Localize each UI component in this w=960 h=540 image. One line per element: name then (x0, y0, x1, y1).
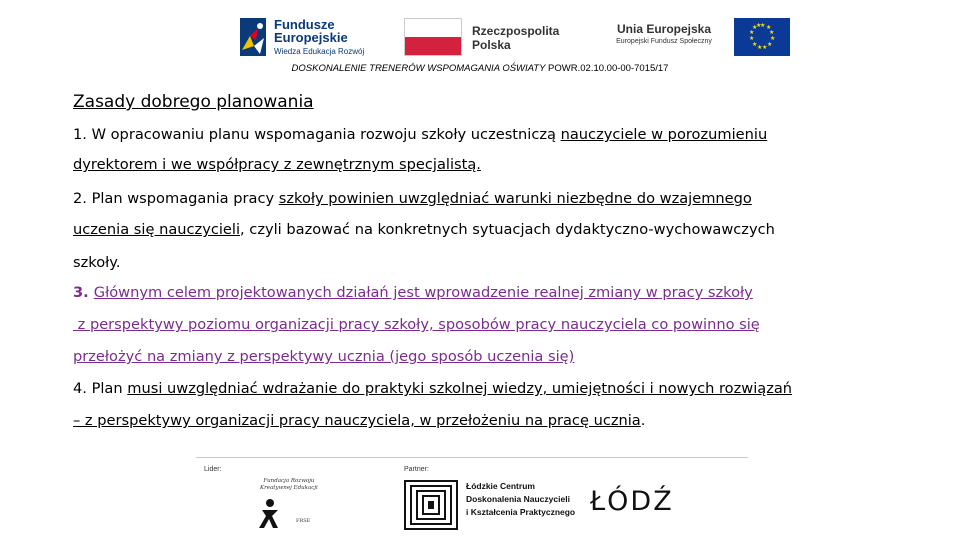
frse-line1: Fundacja Rozwoju (263, 478, 315, 484)
svg-text:★: ★ (770, 35, 776, 42)
p4b-text: musi uwzględniać wdrażanie do praktyki szkolnej wiedzy, umiejętności i nowych rozwiązań (127, 380, 793, 397)
point-3-line-1 (73, 284, 753, 302)
p4a-text: 4. Plan (73, 380, 128, 397)
lcdn-text (466, 480, 575, 519)
pl-line2: Polska (472, 38, 511, 52)
running-figure-icon (256, 498, 286, 530)
p3a-text: 3. (73, 284, 94, 301)
svg-text:★: ★ (766, 24, 772, 31)
point-2-line-3: szkoły. (73, 254, 121, 271)
fe-line3: Wiedza Edukacja Rozwój (274, 47, 365, 56)
fundusze-europejskie-logo (236, 16, 376, 58)
point-4-line-2 (73, 412, 645, 430)
frse-line2: Kreatywnej Edukacji (260, 485, 318, 491)
p2c-text: uczenia się nauczycieli (73, 221, 241, 238)
point-4-line-1 (73, 380, 792, 398)
point-2-line-1 (73, 190, 752, 208)
svg-text:★: ★ (756, 22, 762, 29)
page-title: Zasady dobrego planowania (73, 92, 314, 112)
fundacja-logo (226, 474, 336, 530)
point-2-line-2 (73, 221, 775, 239)
lcdn-line1: Łódzkie Centrum (466, 481, 535, 491)
lodz-logo: ŁÓDŹ (590, 486, 674, 517)
eu-flag-icon (734, 18, 790, 56)
frse-small-text: FRSE (296, 518, 311, 524)
svg-text:★: ★ (769, 29, 775, 36)
svg-text:★: ★ (760, 22, 766, 29)
fe-star-icon (236, 16, 270, 58)
fe-line1: Fundusze (274, 17, 335, 32)
lcdn-line2: Doskonalenia Nauczycieli (466, 494, 570, 504)
point-1-line-2: dyrektorem i we współpracy z zewnętrznym specjalistą. (73, 156, 481, 173)
p3b-text: Głównym celem projektowanych działań jest wprowadzenie realnej zmiany w pracy szkoły (93, 284, 753, 301)
point-3-line-3: przełożyć na zmiany z perspektywy ucznia (jego sposób uczenia się) (73, 348, 575, 365)
svg-text:★: ★ (749, 29, 755, 36)
rzeczpospolita-polska-logo (404, 18, 574, 58)
point-3-line-2: z perspektywy poziomu organizacji pracy szkoły, sposobów pracy nauczyciela co powinno się (73, 316, 760, 333)
svg-text:★: ★ (757, 44, 763, 51)
p2a-text: 2. Plan wspomagania pracy (73, 190, 279, 207)
lcdn-line3: i Kształcenia Praktycznego (466, 507, 576, 517)
pl-line1: Rzeczpospolita (472, 24, 560, 38)
project-line (0, 63, 960, 74)
p1b-text: nauczyciele w porozumieniu (560, 126, 768, 143)
p2d-text: , czyli bazować na konkretnych sytuacjach dydaktyczno-wychowawczych (240, 221, 775, 238)
p1a-text: 1. W opracowaniu planu wspomagania rozwoju szkoły uczestniczą (73, 126, 561, 143)
lcdn-square-logo-icon (404, 480, 458, 530)
p2b-text: szkoły powinien uwzględniać warunki niezbędne do wzajemnego (278, 190, 752, 207)
svg-text:★: ★ (749, 35, 755, 42)
polish-flag-icon (404, 18, 462, 56)
project-code: POWR.02.10.00-00-7015/17 (545, 63, 669, 74)
svg-text:★: ★ (752, 41, 758, 48)
svg-text:★: ★ (762, 44, 768, 51)
p4c-text: – z perspektywy organizacji pracy nauczyciela, w przełożeniu na pracę ucznia (73, 412, 641, 429)
point-1-line-1 (73, 126, 767, 144)
eu-line1: Unia Europejska (616, 22, 712, 36)
unia-europejska-logo (600, 18, 792, 58)
svg-text:★: ★ (752, 24, 758, 31)
svg-text:★: ★ (767, 41, 773, 48)
footer-divider (196, 457, 748, 458)
p4d-text: . (640, 412, 646, 429)
lider-label: Lider: (204, 466, 222, 473)
fe-line2: Europejskie (274, 30, 348, 45)
project-name: DOSKONALENIE TRENERÓW WSPOMAGANIA OŚWIATY (291, 63, 546, 74)
partner-label: Partner: (404, 466, 429, 473)
eu-line2: Europejski Fundusz Społeczny (616, 38, 712, 45)
